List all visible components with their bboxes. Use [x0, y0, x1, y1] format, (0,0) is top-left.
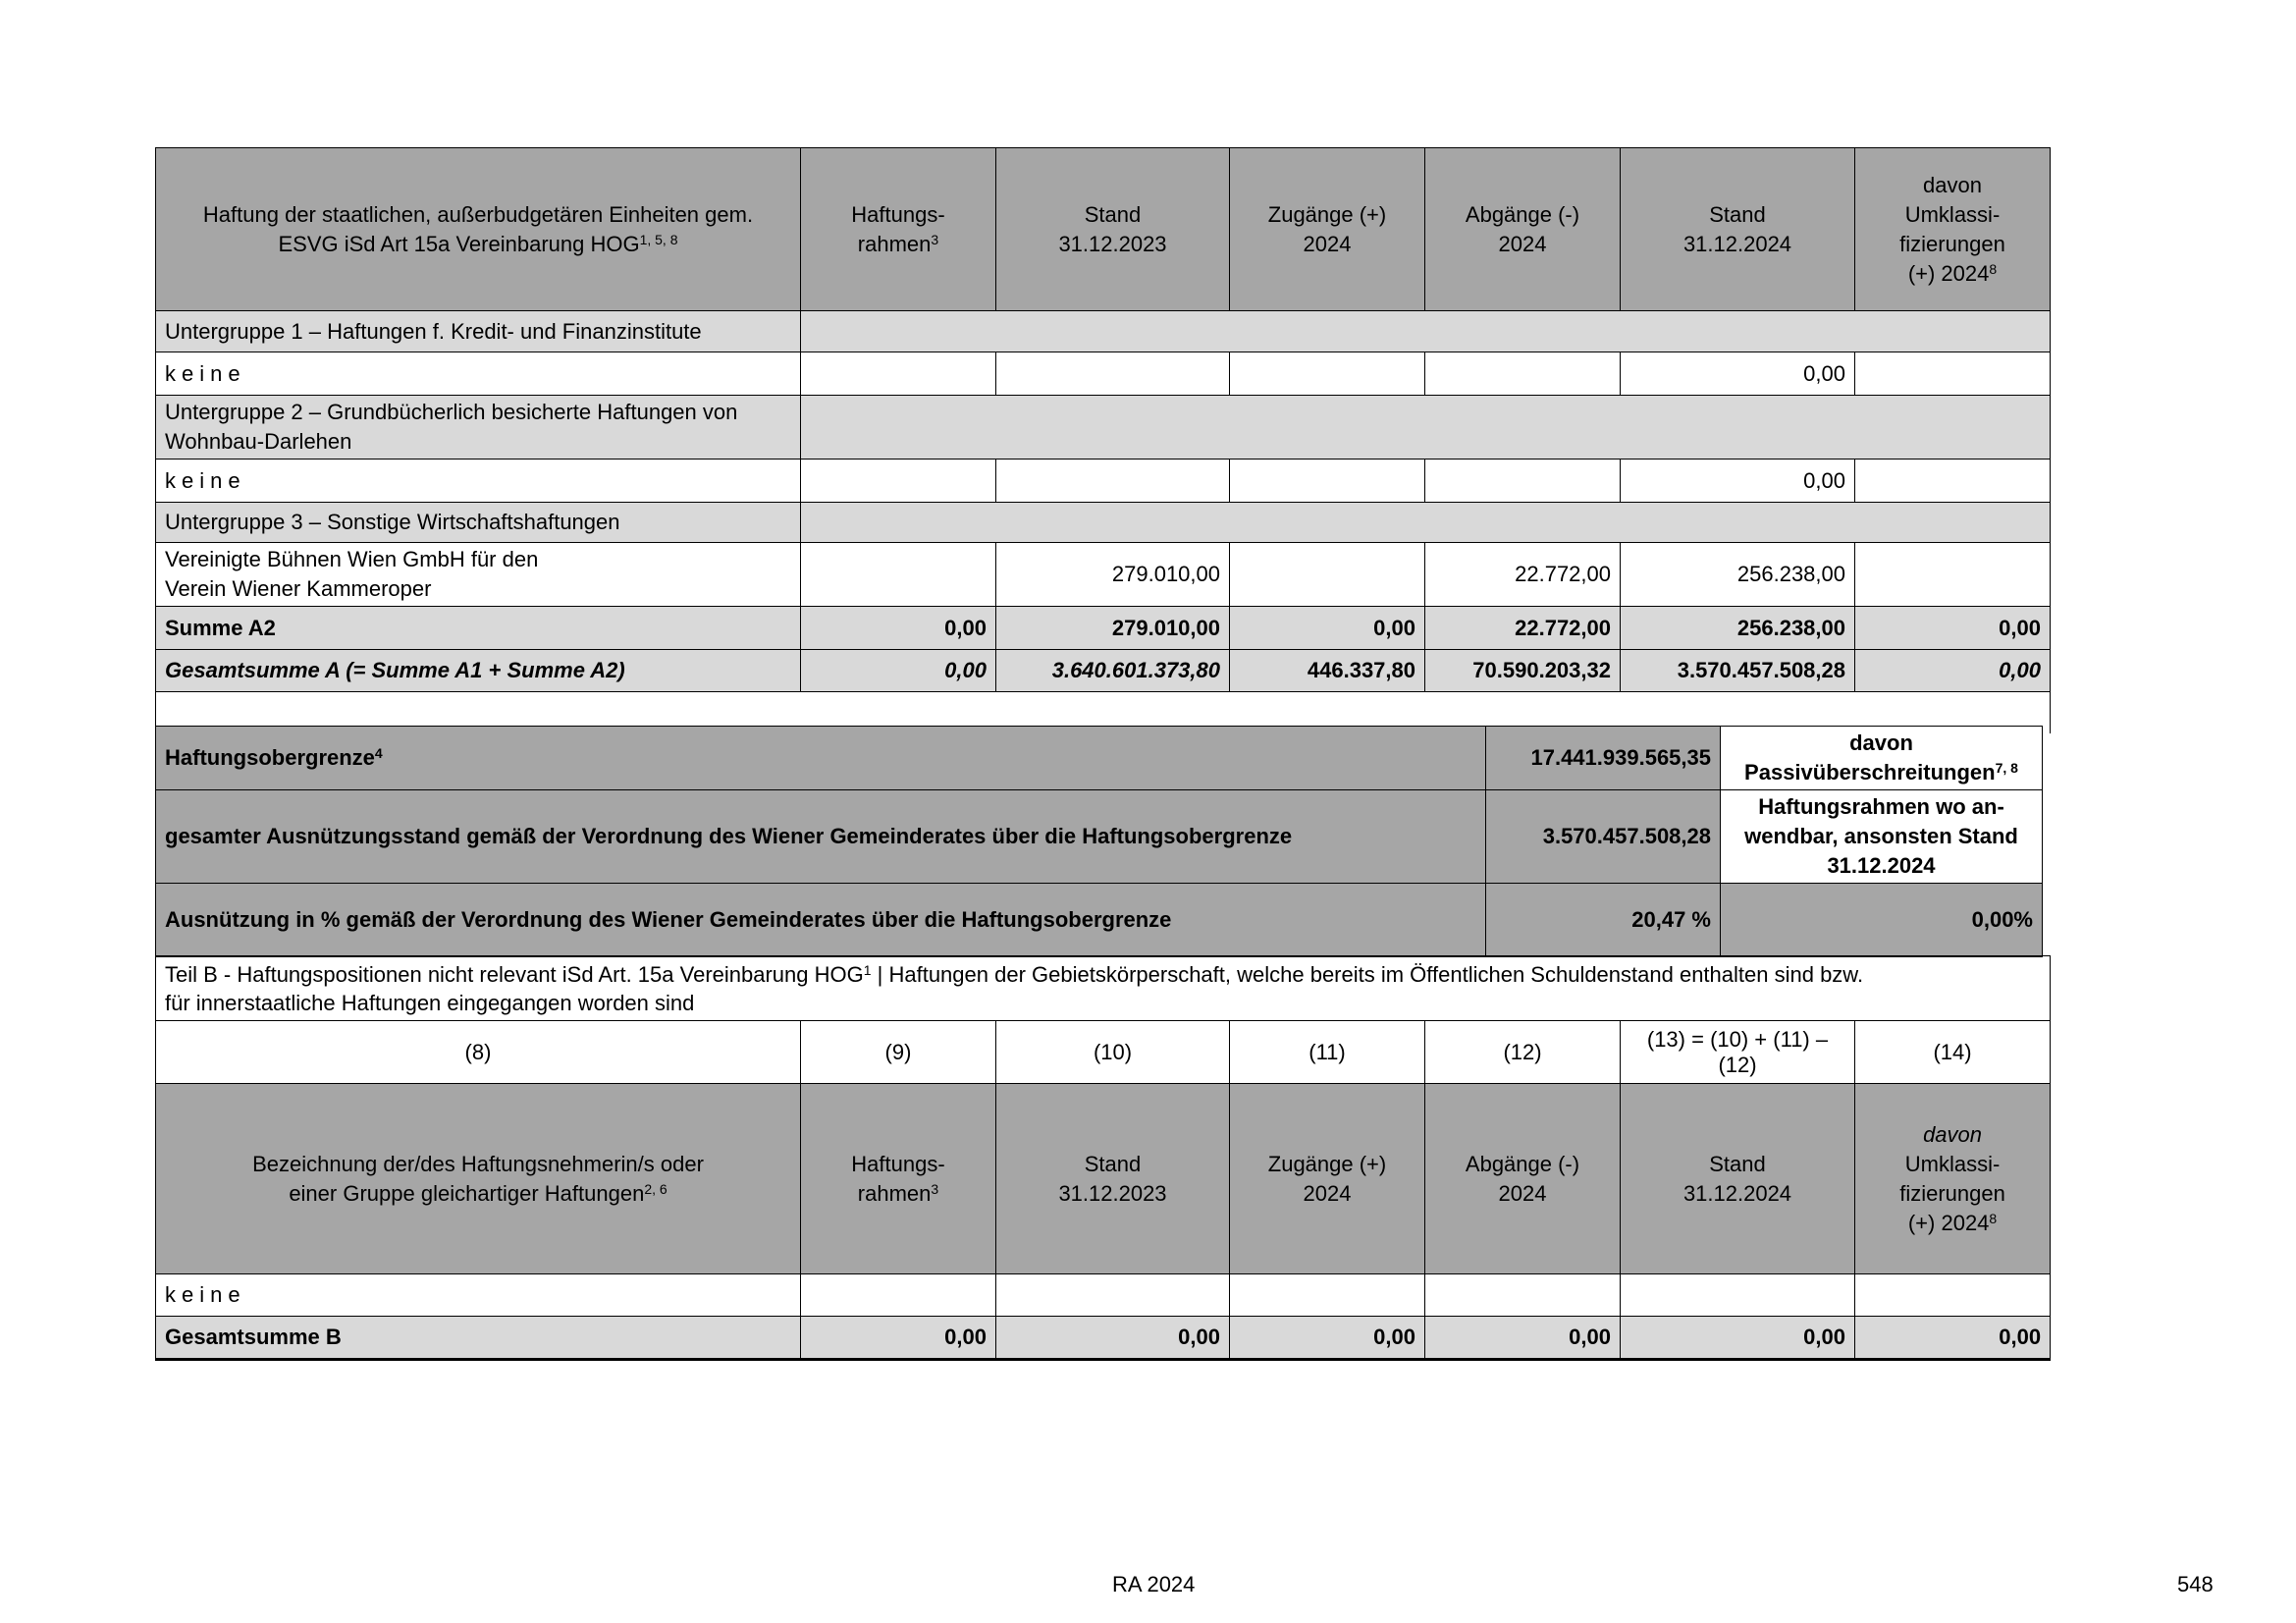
- ausnuetzung-prozent-row: [156, 884, 2043, 957]
- stand-2024-cell: 0,00: [1621, 352, 1855, 396]
- ausnuetzungsstand-label: gesamter Ausnützungsstand gemäß der Verordnung des Wiener Gemeinderates über die Haftungsobergrenze: [156, 790, 1486, 884]
- obergrenze-value: 17.441.939.565,35: [1486, 727, 1721, 790]
- gesamt-b-zugaenge: 0,00: [1230, 1317, 1425, 1360]
- header-umklassifizierungen: davon Umklassi- fizierungen (+) 2024$^8$: [1855, 148, 2051, 311]
- haftungen-teil-b-table: [155, 955, 2051, 1361]
- col-number: (13) = (10) + (11) – (12): [1621, 1021, 1855, 1084]
- column-number-row: [156, 1021, 2051, 1084]
- summe-a2-zugaenge: 0,00: [1230, 607, 1425, 650]
- col-number: (8): [156, 1021, 801, 1084]
- gesamt-a-abgaenge: 70.590.203,32: [1425, 650, 1621, 692]
- group-row: [156, 503, 2051, 543]
- ausnuetzungsstand-row: [156, 790, 2043, 884]
- header-title: Haftung der staatlichen, außerbudgetären Einheiten gem. ESVG iSd Art 15a Vereinbarung HOG$^{1, 5, 8}$: [156, 148, 801, 311]
- stand-2024-cell: 0,00: [1621, 460, 1855, 503]
- header-row: [156, 148, 2051, 311]
- row-label: Vereinigte Bühnen Wien GmbH für den Verein Wiener Kammeroper: [156, 543, 801, 607]
- stand-2024-cell: 256.238,00: [1621, 543, 1855, 607]
- group-label: Untergruppe 3 – Sonstige Wirtschaftshaftungen: [156, 503, 801, 543]
- header-stand-2024: Stand 31.12.2024: [1621, 148, 1855, 311]
- header-zugaenge: Zugänge (+) 2024: [1230, 148, 1425, 311]
- group-row: [156, 311, 2051, 352]
- header-stand-2024: Stand 31.12.2024: [1621, 1084, 1855, 1274]
- gesamt-b-umklass: 0,00: [1855, 1317, 2051, 1360]
- haftungen-teil-a-table: [155, 147, 2051, 733]
- row-label: keine: [156, 460, 801, 503]
- teil-b-title: Teil B - Haftungspositionen nicht relevant iSd Art. 15a Vereinbarung HOG$^1$ | Haftungen der Gebietskörperschaft, welche bereits im Öffentlichen Schuldenstand enthalten sind bzw. für innerstaatliche Haftungen eingegangen worden sind: [156, 956, 2051, 1021]
- summe-a2-rahmen: 0,00: [801, 607, 996, 650]
- ausnuetzung-prozent-value: 20,47 %: [1486, 884, 1721, 957]
- header-title: Bezeichnung der/des Haftungsnehmerin/s oder einer Gruppe gleichartiger Haftungen$^{2, 6}$: [156, 1084, 801, 1274]
- footer-report-label: RA 2024: [1112, 1572, 1196, 1596]
- header-abgaenge: Abgänge (-) 2024: [1425, 148, 1621, 311]
- stand-2023-cell: 279.010,00: [996, 543, 1230, 607]
- gesamtsumme-a-label: Gesamtsumme A (= Summe A1 + Summe A2): [156, 650, 801, 692]
- gesamt-b-stand-2023: 0,00: [996, 1317, 1230, 1360]
- group-row: [156, 396, 2051, 460]
- header-stand-2023: Stand 31.12.2023: [996, 148, 1230, 311]
- gesamt-a-stand-2024: 3.570.457.508,28: [1621, 650, 1855, 692]
- header-zugaenge: Zugänge (+) 2024: [1230, 1084, 1425, 1274]
- row-label: keine: [156, 352, 801, 396]
- gesamt-a-umklass: 0,00: [1855, 650, 2051, 692]
- gesamtsumme-b-label: Gesamtsumme B: [156, 1317, 801, 1360]
- group-label: Untergruppe 1 – Haftungen f. Kredit- und Finanzinstitute: [156, 311, 801, 352]
- abgaenge-cell: 22.772,00: [1425, 543, 1621, 607]
- obergrenze-label: Haftungsobergrenze$^4$: [156, 727, 1486, 790]
- header-umklassifizierungen: davon Umklassi- fizierungen (+) 2024$^8$: [1855, 1084, 2051, 1274]
- header-stand-2023: Stand 31.12.2023: [996, 1084, 1230, 1274]
- ausnuetzungsstand-value: 3.570.457.508,28: [1486, 790, 1721, 884]
- summe-a2-stand-2023: 279.010,00: [996, 607, 1230, 650]
- col-number: (10): [996, 1021, 1230, 1084]
- table-row: [156, 1274, 2051, 1317]
- summe-a2-label: Summe A2: [156, 607, 801, 650]
- col-number: (12): [1425, 1021, 1621, 1084]
- gesamt-a-stand-2023: 3.640.601.373,80: [996, 650, 1230, 692]
- obergrenze-row: [156, 727, 2043, 790]
- gesamtsumme-a-row: [156, 650, 2051, 692]
- passivueberschreitung-value: 0,00%: [1721, 884, 2043, 957]
- col-number: (11): [1230, 1021, 1425, 1084]
- table-row: [156, 352, 2051, 396]
- gesamt-b-rahmen: 0,00: [801, 1317, 996, 1360]
- header-row: [156, 1084, 2051, 1274]
- summe-a2-stand-2024: 256.238,00: [1621, 607, 1855, 650]
- col-number: (9): [801, 1021, 996, 1084]
- haftungsobergrenze-table: [155, 726, 2043, 957]
- summe-a2-abgaenge: 22.772,00: [1425, 607, 1621, 650]
- gesamt-a-zugaenge: 446.337,80: [1230, 650, 1425, 692]
- header-haftungsrahmen: Haftungs- rahmen$^3$: [801, 148, 996, 311]
- gesamt-b-stand-2024: 0,00: [1621, 1317, 1855, 1360]
- gesamtsumme-b-row: [156, 1317, 2051, 1360]
- page-number: 548: [2177, 1572, 2214, 1596]
- gesamt-a-rahmen: 0,00: [801, 650, 996, 692]
- haftungsrahmen-note: Haftungsrahmen wo an- wendbar, ansonsten Stand 31.12.2024: [1721, 790, 2043, 884]
- summe-a2-umklass: 0,00: [1855, 607, 2051, 650]
- davon-passiv-header: davon Passivüberschreitungen$^{7, 8}$: [1721, 727, 2043, 790]
- table-row: [156, 460, 2051, 503]
- gesamt-b-abgaenge: 0,00: [1425, 1317, 1621, 1360]
- row-label: keine: [156, 1274, 801, 1317]
- summe-a2-row: [156, 607, 2051, 650]
- group-label: Untergruppe 2 – Grundbücherlich besicherte Haftungen von Wohnbau-Darlehen: [156, 396, 801, 460]
- teil-b-title-row: [156, 956, 2051, 1021]
- table-row: [156, 543, 2051, 607]
- ausnuetzung-prozent-label: Ausnützung in % gemäß der Verordnung des Wiener Gemeinderates über die Haftungsobergrenze: [156, 884, 1486, 957]
- header-abgaenge: Abgänge (-) 2024: [1425, 1084, 1621, 1274]
- header-haftungsrahmen: Haftungs- rahmen$^3$: [801, 1084, 996, 1274]
- col-number: (14): [1855, 1021, 2051, 1084]
